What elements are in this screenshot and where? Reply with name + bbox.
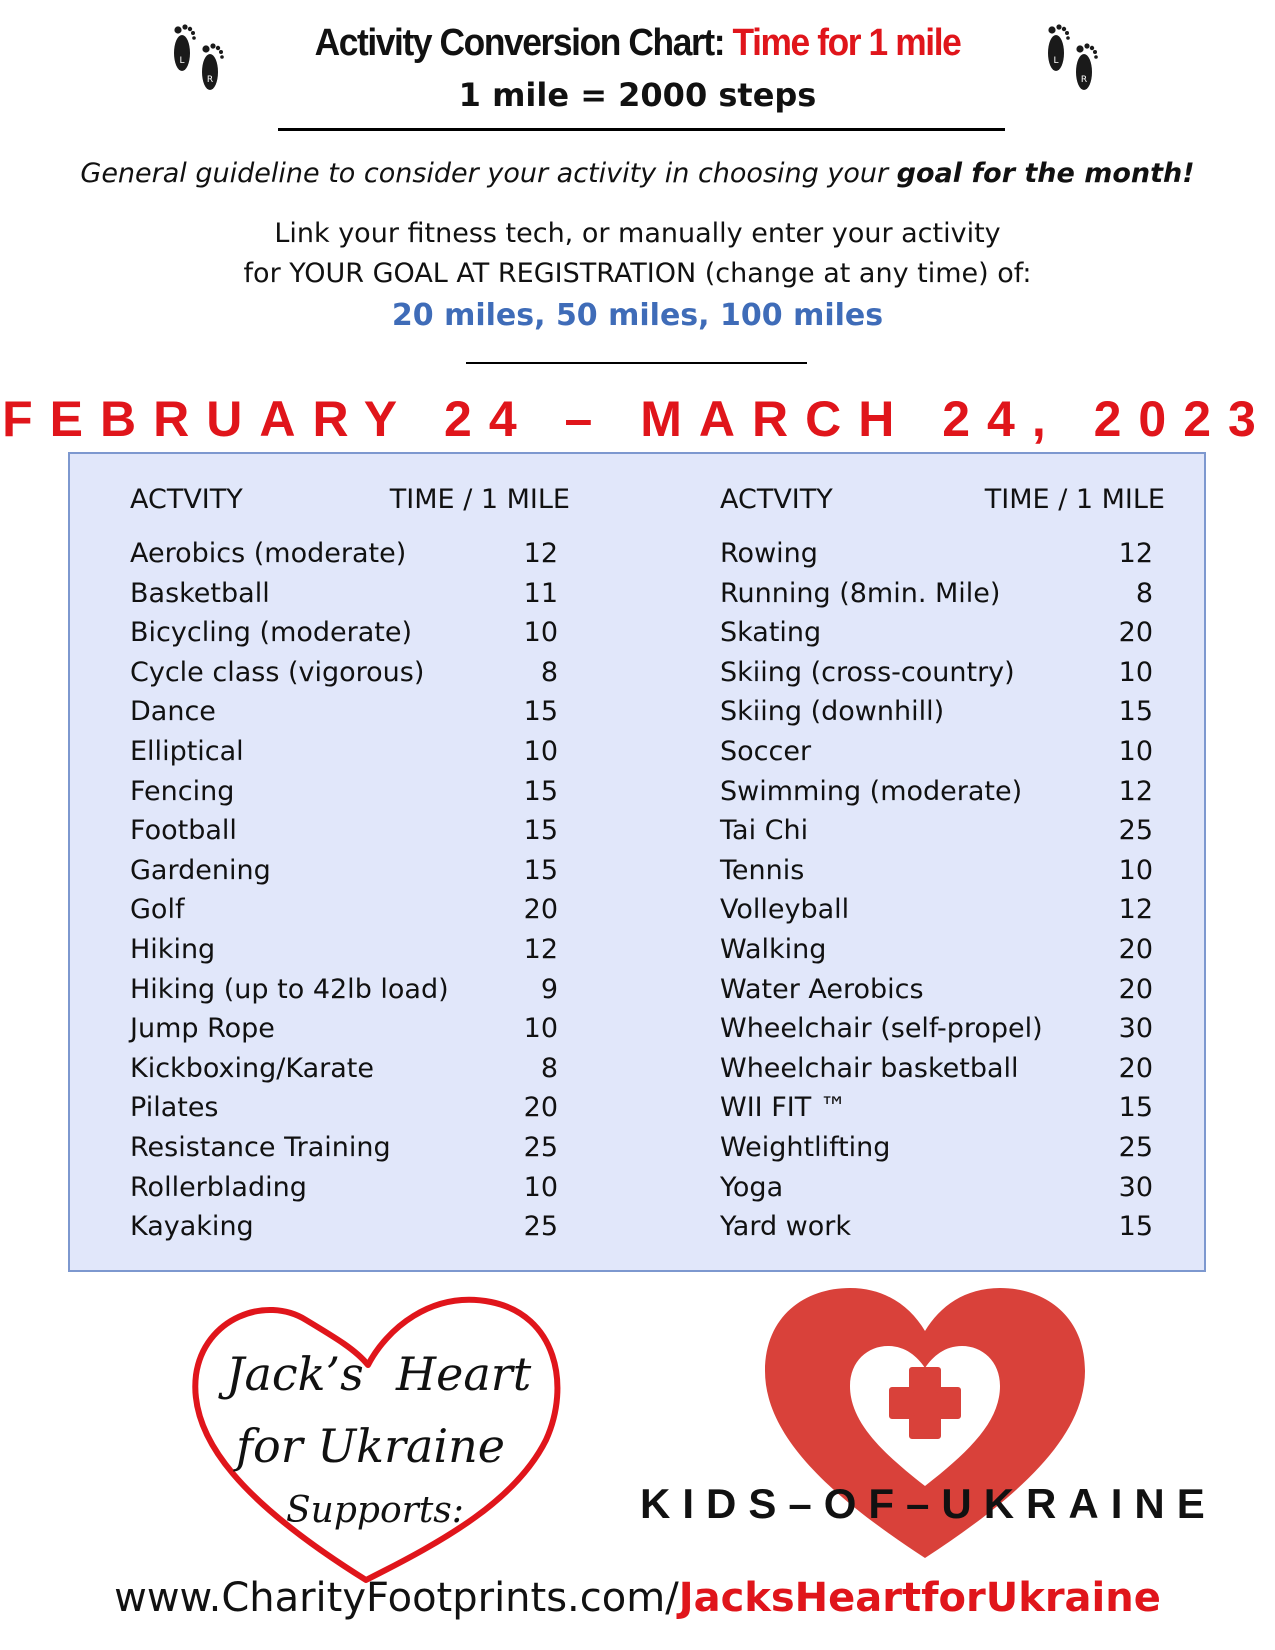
activity-name: Wheelchair (self-propel) [720,1013,1043,1045]
activity-name: Volleyball [720,894,850,926]
foot-letter: L [1053,56,1059,66]
title-main: Activity Conversion Chart: [314,22,725,64]
activity-time: 30 [1118,1171,1153,1203]
table-row [130,1092,570,1132]
activity-time: 25 [523,1211,558,1243]
table-row [720,696,1165,736]
activity-time: 15 [523,815,558,847]
activity-name: Elliptical [130,735,244,767]
activity-name: Hiking (up to 42lb load) [130,973,449,1005]
activity-time: 12 [1118,538,1153,569]
url-path: JacksHeartforUkraine [678,1575,1161,1621]
column-header [130,484,570,524]
activity-name: Skiing (cross-country) [720,656,1015,688]
table-row [720,1211,1165,1251]
title-accent: Time for 1 mile [732,22,961,64]
divider [466,362,807,364]
table-row [720,617,1165,657]
table-row [720,815,1165,855]
activity-time: 15 [1118,1092,1153,1124]
activity-name: Yard work [720,1211,852,1243]
table-row [720,894,1165,934]
foot-letter: R [1080,75,1088,85]
table-row [720,578,1165,618]
table-row [720,855,1165,895]
activity-name: Tai Chi [720,815,809,847]
activity-name: Hiking [130,933,216,965]
activity-name: Cycle class (vigorous) [130,656,425,688]
activity-name: Golf [130,894,185,926]
activity-name: Jump Rope [130,1013,275,1045]
activity-time: 11 [523,577,558,609]
table-row [720,736,1165,776]
activity-name: Water Aerobics [720,973,924,1005]
divider [278,128,1005,131]
activity-name: Dance [130,696,216,728]
activity-time: 20 [523,894,558,926]
table-row [130,974,570,1014]
activity-name: Swimming (moderate) [720,775,1023,807]
table-row [130,1132,570,1172]
activity-time: 8 [1135,577,1153,609]
activity-time: 10 [523,735,558,767]
table-row [130,1013,570,1053]
table-row [130,617,570,657]
activity-name: Rowing [720,538,818,569]
table-row [130,1211,570,1251]
activity-time: 10 [523,617,558,649]
table-row [720,934,1165,974]
activity-time: 20 [1118,973,1153,1005]
table-row [720,1132,1165,1172]
url-base: www.CharityFootprints.com/ [114,1575,679,1621]
table-row [130,696,570,736]
activity-time: 10 [523,1013,558,1045]
table-row [720,1013,1165,1053]
activity-name: Pilates [130,1092,219,1124]
table-column-right [720,484,1165,1251]
table-row [720,538,1165,578]
activity-time: 10 [523,1171,558,1203]
header-activity: ACTVITY [720,484,833,515]
date-range: FEBRUARY 24 – MARCH 24, 2023 [2,391,1273,447]
activity-time: 15 [1118,1211,1153,1243]
logo-text-jacks: Jack’s [226,1347,364,1401]
activity-list [130,538,570,1251]
activity-name: Tennis [720,854,805,886]
activity-name: Football [130,815,237,847]
activity-time: 20 [1118,933,1153,965]
guideline-main: General guideline to consider your activity in choosing your [80,158,897,189]
activity-list [720,538,1165,1251]
activity-name: Walking [720,933,827,965]
activity-name: Kayaking [130,1211,254,1243]
logo-text-heart: Heart [396,1347,532,1401]
activity-time: 25 [523,1131,558,1163]
activity-name: Gardening [130,854,271,886]
page-subtitle: 1 mile = 2000 steps [458,76,817,114]
activity-name: Kickboxing/Karate [130,1052,374,1084]
header-time: TIME / 1 MILE [389,484,570,515]
activity-time: 10 [1118,735,1153,767]
activity-time: 15 [1118,696,1153,728]
table-row [130,538,570,578]
activity-time: 12 [1118,775,1153,807]
table-row [720,776,1165,816]
table-row [130,657,570,697]
activity-name: Weightlifting [720,1131,891,1163]
table-row [720,1092,1165,1132]
guideline-text [0,158,1275,189]
activity-time: 8 [540,1052,558,1084]
activity-name: WII FIT ™ [720,1092,847,1124]
activity-name: Skiing (downhill) [720,696,945,728]
table-row [720,1172,1165,1212]
instruction-line-1: Link your fitness tech, or manually enter your activity [274,218,1001,249]
table-row [130,578,570,618]
activity-name: Fencing [130,775,235,807]
activity-name: Skating [720,617,822,649]
heart-outline-logo [186,1290,586,1610]
activity-name: Basketball [130,577,270,609]
activity-time: 10 [1118,854,1153,886]
activity-name: Aerobics (moderate) [130,538,407,569]
activity-name: Wheelchair basketball [720,1052,1019,1084]
activity-time: 15 [523,696,558,728]
activity-time: 10 [1118,656,1153,688]
instruction-line-2: for YOUR GOAL AT REGISTRATION (change at any time) of: [243,258,1032,289]
foot-letter: R [206,75,214,85]
activity-name: Resistance Training [130,1131,391,1163]
table-row [130,894,570,934]
table-row [130,815,570,855]
activity-table [68,452,1206,1272]
activity-time: 20 [1118,617,1153,649]
table-row [720,657,1165,697]
activity-name: Soccer [720,735,812,767]
guideline-bold: goal for the month! [896,158,1195,189]
table-row [130,736,570,776]
activity-time: 20 [1118,1052,1153,1084]
activity-name: Rollerblading [130,1171,307,1203]
table-row [720,1053,1165,1093]
table-row [130,1053,570,1093]
activity-time: 30 [1118,1013,1153,1045]
activity-time: 25 [1118,815,1153,847]
table-column-left [130,484,570,1251]
activity-time: 25 [1118,1131,1153,1163]
table-row [130,776,570,816]
activity-time: 8 [540,656,558,688]
activity-name: Yoga [720,1171,784,1203]
activity-time: 12 [1118,894,1153,926]
website-url[interactable] [0,1575,1275,1621]
table-row [720,974,1165,1014]
goal-options: 20 miles, 50 miles, 100 miles [391,298,884,333]
activity-time: 20 [523,1092,558,1124]
logo-text-for-ukraine: for Ukraine [236,1419,505,1473]
table-row [130,855,570,895]
foot-letter: L [179,56,185,66]
kids-of-ukraine-label: KIDS–OF–UKRAINE [640,1480,1217,1527]
page-title [45,22,1231,65]
activity-time: 9 [540,973,558,1005]
logo-text-supports: Supports: [286,1490,464,1531]
activity-time: 15 [523,854,558,886]
table-row [130,934,570,974]
activity-name: Running (8min. Mile) [720,577,1001,609]
header-activity: ACTVITY [130,484,243,515]
activity-name: Bicycling (moderate) [130,617,413,649]
column-header [720,484,1165,524]
activity-time: 12 [523,538,558,569]
header-time: TIME / 1 MILE [984,484,1165,515]
activity-time: 12 [523,933,558,965]
activity-time: 15 [523,775,558,807]
table-row [130,1172,570,1212]
